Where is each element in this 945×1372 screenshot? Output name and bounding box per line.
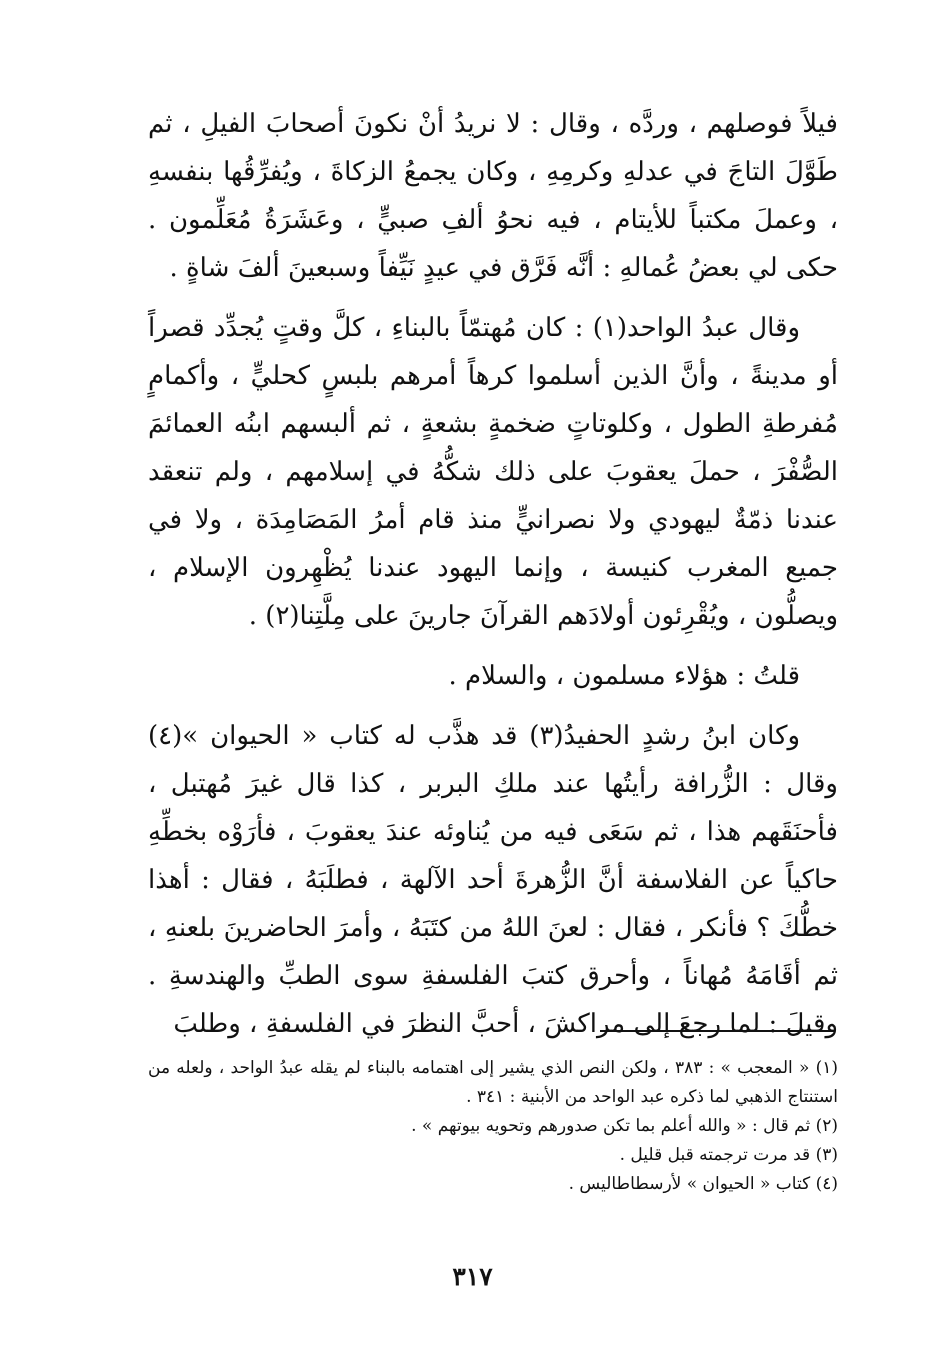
page-number: ٣١٧ [452, 1262, 493, 1291]
paragraph-1: فيلاً فوصلهم ، وردَّه ، وقال : لا نريدُ أنْ نكونَ أصحابَ الفيلِ ، ثم طَوَّلَ التاجَ في عدلهِ وكرمِهِ ، وكان يجمعُ الزكاةَ ، ويُفرِّقُها بنفسهِ ، وعملَ مكتباً للأيتام ، فيه نحوُ ألفِ صبيٍّ ، وعَشَرَةُ مُعَلِّمون . حكى لي بعضُ عُمالهِ : أنَّه فَرَّق في عيدٍ نَيِّفاً وسبعينَ ألفَ شاةٍ . [148, 109, 838, 283]
paragraph-2: وقال عبدُ الواحد(١) : كان مُهتمّاً بالبناءِ ، كلَّ وقتٍ يُجدِّد قصراً أو مدينةً ، وأنَّ الذين أسلموا كرهاً أمرهم بلبسٍ كحليٍّ ، وأكمامٍ مُفرطةِ الطول ، وكلوتاتٍ ضخمةٍ بشعةٍ ، ثم ألبسهم ابنُه العمائمَ الصُّفْرَ ، حملَ يعقوبَ على ذلك شكُّهُ في إسلامهم ، ولم تنعقد عندنا ذمّةٌ ليهودي ولا نصرانيٍّ منذ قام أمرُ المَصَامِدَة ، ولا في جميع المغرب كنيسة ، وإنما اليهود عندنا يُظْهِرون الإسلام ، ويصلُّون ، ويُقْرِئون أولادَهم القرآنَ جارينَ على مِلَّتِنا(٢) . [148, 313, 838, 631]
paragraph-3: قلتُ : هؤلاء مسلمون ، والسلام . [448, 661, 800, 691]
footnote-4: (٤) كتاب « الحيوان » لأرسطاطاليس . [568, 1174, 838, 1194]
footnote-2: (٢) ثم قال : « والله أعلم بما تكن صدورهم وتحويه بيوتهم » . [411, 1116, 838, 1136]
footnote-3: (٣) قد مرت ترجمته قبل قليل . [619, 1145, 838, 1165]
footnotes [148, 1054, 838, 1199]
main-text [148, 100, 838, 1060]
footnote-separator [600, 1030, 835, 1032]
paragraph-4: وكان ابنُ رشدٍ الحفيدُ(٣) قد هذَّب له كتاب « الحيوان »(٤) وقال : الزُّرافة رأيتُها عند ملكِ البربر ، كذا قال غيرَ مُهتبل ، فأحنَقَهم هذا ، ثم سَعَى فيه من يُناوئه عندَ يعقوبَ ، فأرَوْه بخطِّهِ حاكياً عن الفلاسفة أنَّ الزُّهرةَ أحد الآلهة ، فطلَبَهُ ، فقال : أهذا خطُّكَ ؟ فأنكر ، فقال : لعنَ اللهُ من كتَبَهُ ، وأمرَ الحاضرينَ بلعنهِ ، ثم أقَامَهُ مُهاناً ، وأحرق كتبَ الفلسفةِ سوى الطبِّ والهندسةِ . وقيلَ : لما رجعَ إلى مراكشَ ، أحبَّ النظرَ في الفلسفةِ ، وطلبَ [148, 721, 838, 1039]
footnote-1: (١) « المعجب » : ٣٨٣ ، ولكن النص الذي يشير إلى اهتمامه بالبناء لم يقله عبدُ الواحد ، ولعله من استنتاج الذهبي لما ذكره عبد الواحد من الأبنية : ٣٤١ . [148, 1058, 838, 1107]
